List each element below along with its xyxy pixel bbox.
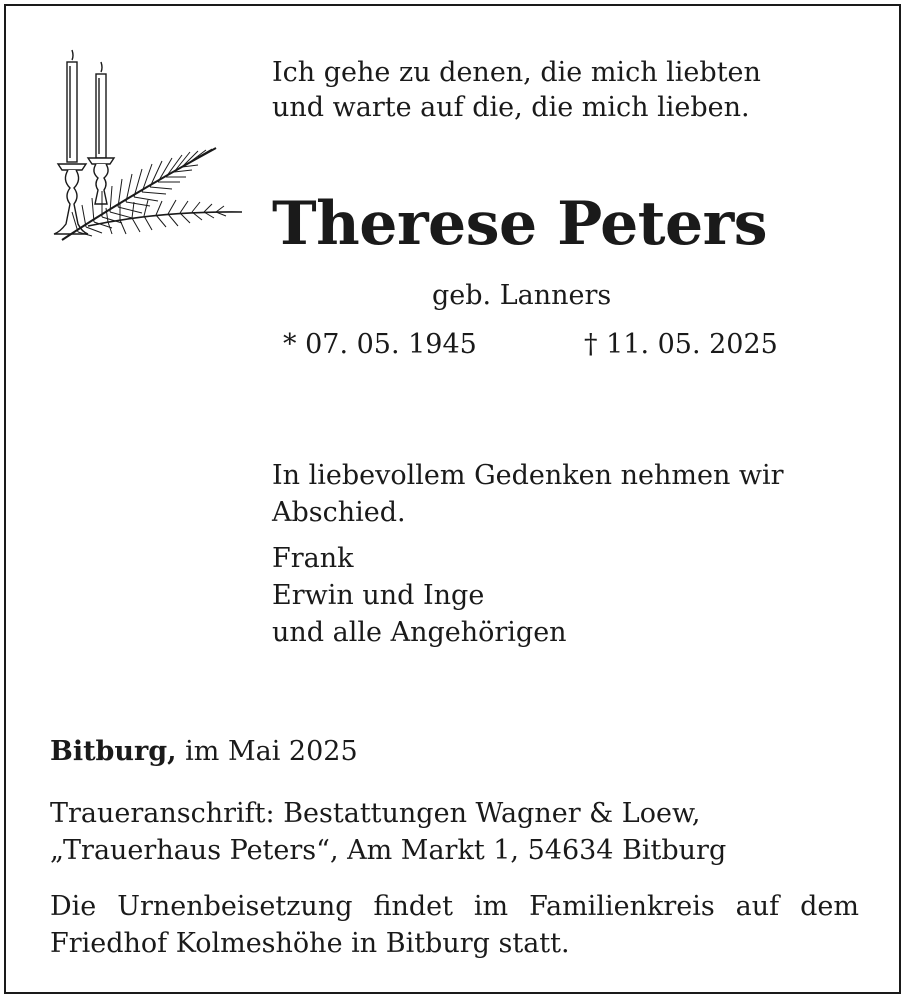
mourners-list <box>272 540 567 651</box>
death-date: † 11. 05. 2025 <box>584 329 778 360</box>
place-city: Bitburg, <box>50 736 177 767</box>
maiden-name: geb. Lanners <box>432 280 612 311</box>
mourner: und alle Angehörigen <box>272 617 567 648</box>
quote-line: und warte auf die, die mich lieben. <box>272 92 750 123</box>
burial-line <box>50 888 859 925</box>
candles-with-fir-branch-icon <box>48 46 248 251</box>
burial-word: auf <box>735 891 780 922</box>
burial-word: Urnenbeisetzung <box>117 891 353 922</box>
mourning-address <box>50 795 726 869</box>
address-line: Traueranschrift: Bestattungen Wagner & Loew, <box>50 798 701 829</box>
mourner: Erwin und Inge <box>272 580 485 611</box>
place-date: im Mai 2025 <box>176 736 358 767</box>
burial-line: Friedhof Kolmeshöhe in Bitburg statt. <box>50 928 570 959</box>
farewell-line: Abschied. <box>272 497 406 528</box>
quote-line: Ich gehe zu denen, die mich liebten <box>272 57 761 88</box>
farewell-text <box>272 457 784 531</box>
quote <box>272 55 761 125</box>
burial-word: im <box>473 891 509 922</box>
burial-word: Familienkreis <box>529 891 715 922</box>
farewell-line: In liebevollem Gedenken nehmen wir <box>272 460 784 491</box>
birth-date: * 07. 05. 1945 <box>283 329 477 360</box>
burial-word: findet <box>373 891 453 922</box>
deceased-name: Therese Peters <box>272 189 768 259</box>
address-line: „Trauerhaus Peters“, Am Markt 1, 54634 Bitburg <box>50 835 727 866</box>
burial-word: Die <box>50 891 97 922</box>
burial-notice <box>50 888 859 962</box>
mourner: Frank <box>272 543 354 574</box>
place-and-date <box>50 733 358 770</box>
burial-word: dem <box>800 891 859 922</box>
